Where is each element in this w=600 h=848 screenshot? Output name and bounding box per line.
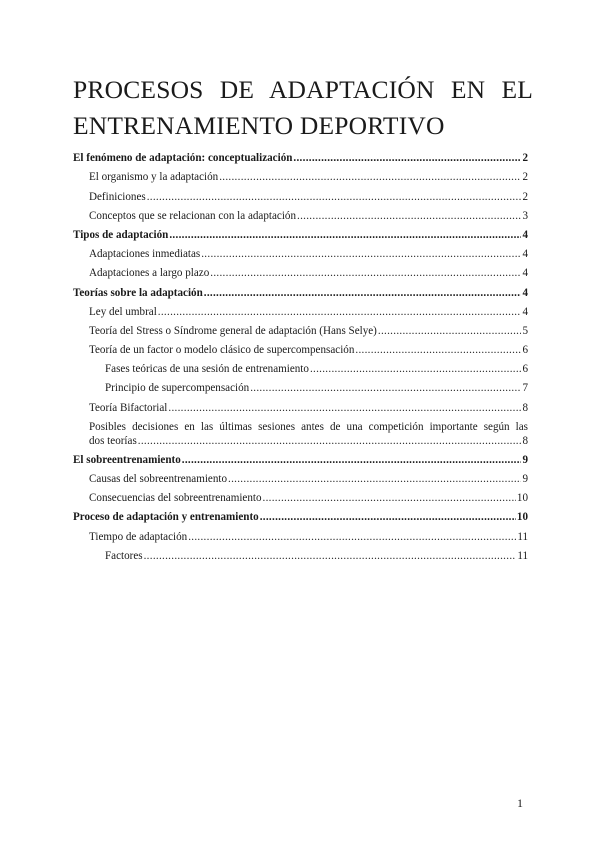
toc-entry-second-line: [89, 435, 528, 448]
toc-entry[interactable]: [73, 242, 528, 261]
toc-leader-dots: [355, 344, 521, 357]
toc-entry-page: 4: [522, 248, 528, 261]
toc-entry-page: 4: [522, 267, 528, 280]
toc-entry-page: 10: [516, 511, 528, 524]
toc-entry-page: 8: [522, 401, 528, 414]
toc-entry-label: El organismo y la adaptación: [89, 171, 219, 184]
toc-entry-label: Adaptaciones inmediatas: [89, 248, 201, 261]
toc-entry-page: 2: [522, 152, 528, 165]
toc-entry[interactable]: [73, 448, 528, 467]
toc-entry-page: 10: [516, 492, 528, 505]
toc-entry-page: 6: [522, 344, 528, 357]
toc-entry-label: Tipos de adaptación: [73, 228, 169, 241]
document-title: [73, 72, 533, 144]
toc-entry-label-line-2: dos teorías: [89, 434, 137, 447]
toc-leader-dots: [168, 402, 521, 415]
toc-leader-dots: [188, 531, 516, 544]
toc-leader-dots: [144, 550, 517, 563]
toc-entry[interactable]: [73, 300, 528, 319]
toc-leader-dots: [210, 267, 521, 280]
toc-entry-page: 9: [522, 453, 528, 466]
toc-entry[interactable]: [73, 261, 528, 280]
toc-entry[interactable]: [73, 165, 528, 184]
toc-entry-page: 5: [522, 324, 528, 337]
toc-leader-dots: [169, 229, 521, 242]
toc-entry-label: Factores: [105, 549, 143, 562]
toc-entry[interactable]: [73, 505, 528, 524]
toc-entry-label: Principio de supercompensación: [105, 382, 250, 395]
toc-entry[interactable]: [73, 467, 528, 486]
title-line-2: ENTRENAMIENTO DEPORTIVO: [73, 111, 445, 140]
toc-entry-label: Teoría del Stress o Síndrome general de adaptación (Hans Selye): [89, 324, 377, 337]
title-line-1: PROCESOS DE ADAPTACIÓN EN EL: [73, 75, 533, 104]
toc-entry[interactable]: [73, 421, 528, 448]
toc-entry[interactable]: [73, 184, 528, 203]
toc-entry-page: 6: [522, 363, 528, 376]
toc-entry-label: Causas del sobreentrenamiento: [89, 473, 228, 485]
toc-entry-page: 3: [522, 209, 528, 222]
toc-entry-label: Adaptaciones a largo plazo: [89, 267, 210, 280]
toc-leader-dots: [378, 325, 522, 338]
toc-leader-dots: [138, 435, 522, 448]
toc-entry-label: Ley del umbral: [89, 305, 157, 318]
toc-entry-page: 4: [522, 305, 528, 318]
toc-entry-page: 2: [522, 190, 528, 203]
toc-leader-dots: [228, 473, 521, 486]
toc-entry-page: 8: [522, 434, 528, 447]
toc-entry-page: 7: [522, 382, 528, 395]
toc-entry-label: Teoría de un factor o modelo clásico de supercompensación: [89, 344, 355, 357]
page-number: 1: [517, 796, 523, 810]
table-of-contents: [73, 146, 528, 563]
toc-entry[interactable]: [73, 338, 528, 357]
toc-entry[interactable]: [73, 204, 528, 223]
toc-leader-dots: [260, 511, 516, 524]
toc-entry-label: Teorías sobre la adaptación: [73, 286, 203, 299]
toc-entry-page: 4: [522, 228, 528, 241]
toc-leader-dots: [147, 191, 522, 204]
toc-entry[interactable]: [73, 146, 528, 165]
toc-entry[interactable]: [73, 376, 528, 395]
toc-leader-dots: [182, 454, 522, 467]
toc-leader-dots: [250, 382, 521, 395]
toc-entry-label: El fenómeno de adaptación: conceptualización: [73, 152, 293, 165]
toc-entry-label: El sobreentrenamiento: [73, 453, 181, 466]
toc-leader-dots: [297, 210, 521, 223]
toc-entry-label-line-1: Posibles decisiones en las últimas sesiones antes de una competición importante según las: [89, 420, 528, 433]
toc-entry-label: Consecuencias del sobreentrenamiento: [89, 492, 262, 505]
toc-entry[interactable]: [73, 395, 528, 414]
toc-leader-dots: [204, 287, 522, 300]
toc-entry-page: 2: [522, 171, 528, 184]
toc-entry[interactable]: [73, 319, 528, 338]
toc-entry-label: Proceso de adaptación y entrenamiento: [73, 511, 259, 524]
toc-leader-dots: [158, 306, 522, 319]
toc-entry-page: 11: [517, 530, 528, 543]
toc-entry[interactable]: [73, 544, 528, 563]
toc-entry-page: 9: [522, 473, 528, 485]
toc-entry[interactable]: [73, 524, 528, 543]
toc-entry-label: Teoría Bifactorial: [89, 401, 168, 414]
toc-entry-label: Tiempo de adaptación: [89, 530, 188, 543]
toc-entry-label: Fases teóricas de una sesión de entrenamiento: [105, 363, 309, 376]
toc-entry[interactable]: [73, 486, 528, 505]
toc-entry[interactable]: [73, 280, 528, 299]
toc-entry-page: 4: [522, 286, 528, 299]
toc-leader-dots: [293, 152, 521, 165]
toc-entry[interactable]: [73, 357, 528, 376]
toc-entry-page: 11: [517, 549, 528, 562]
toc-entry[interactable]: [73, 223, 528, 242]
toc-leader-dots: [263, 492, 516, 505]
toc-leader-dots: [310, 363, 522, 376]
toc-leader-dots: [201, 248, 521, 261]
toc-leader-dots: [219, 171, 521, 184]
toc-entry-label: Definiciones: [89, 190, 146, 203]
toc-entry-label: Conceptos que se relacionan con la adaptación: [89, 209, 297, 222]
